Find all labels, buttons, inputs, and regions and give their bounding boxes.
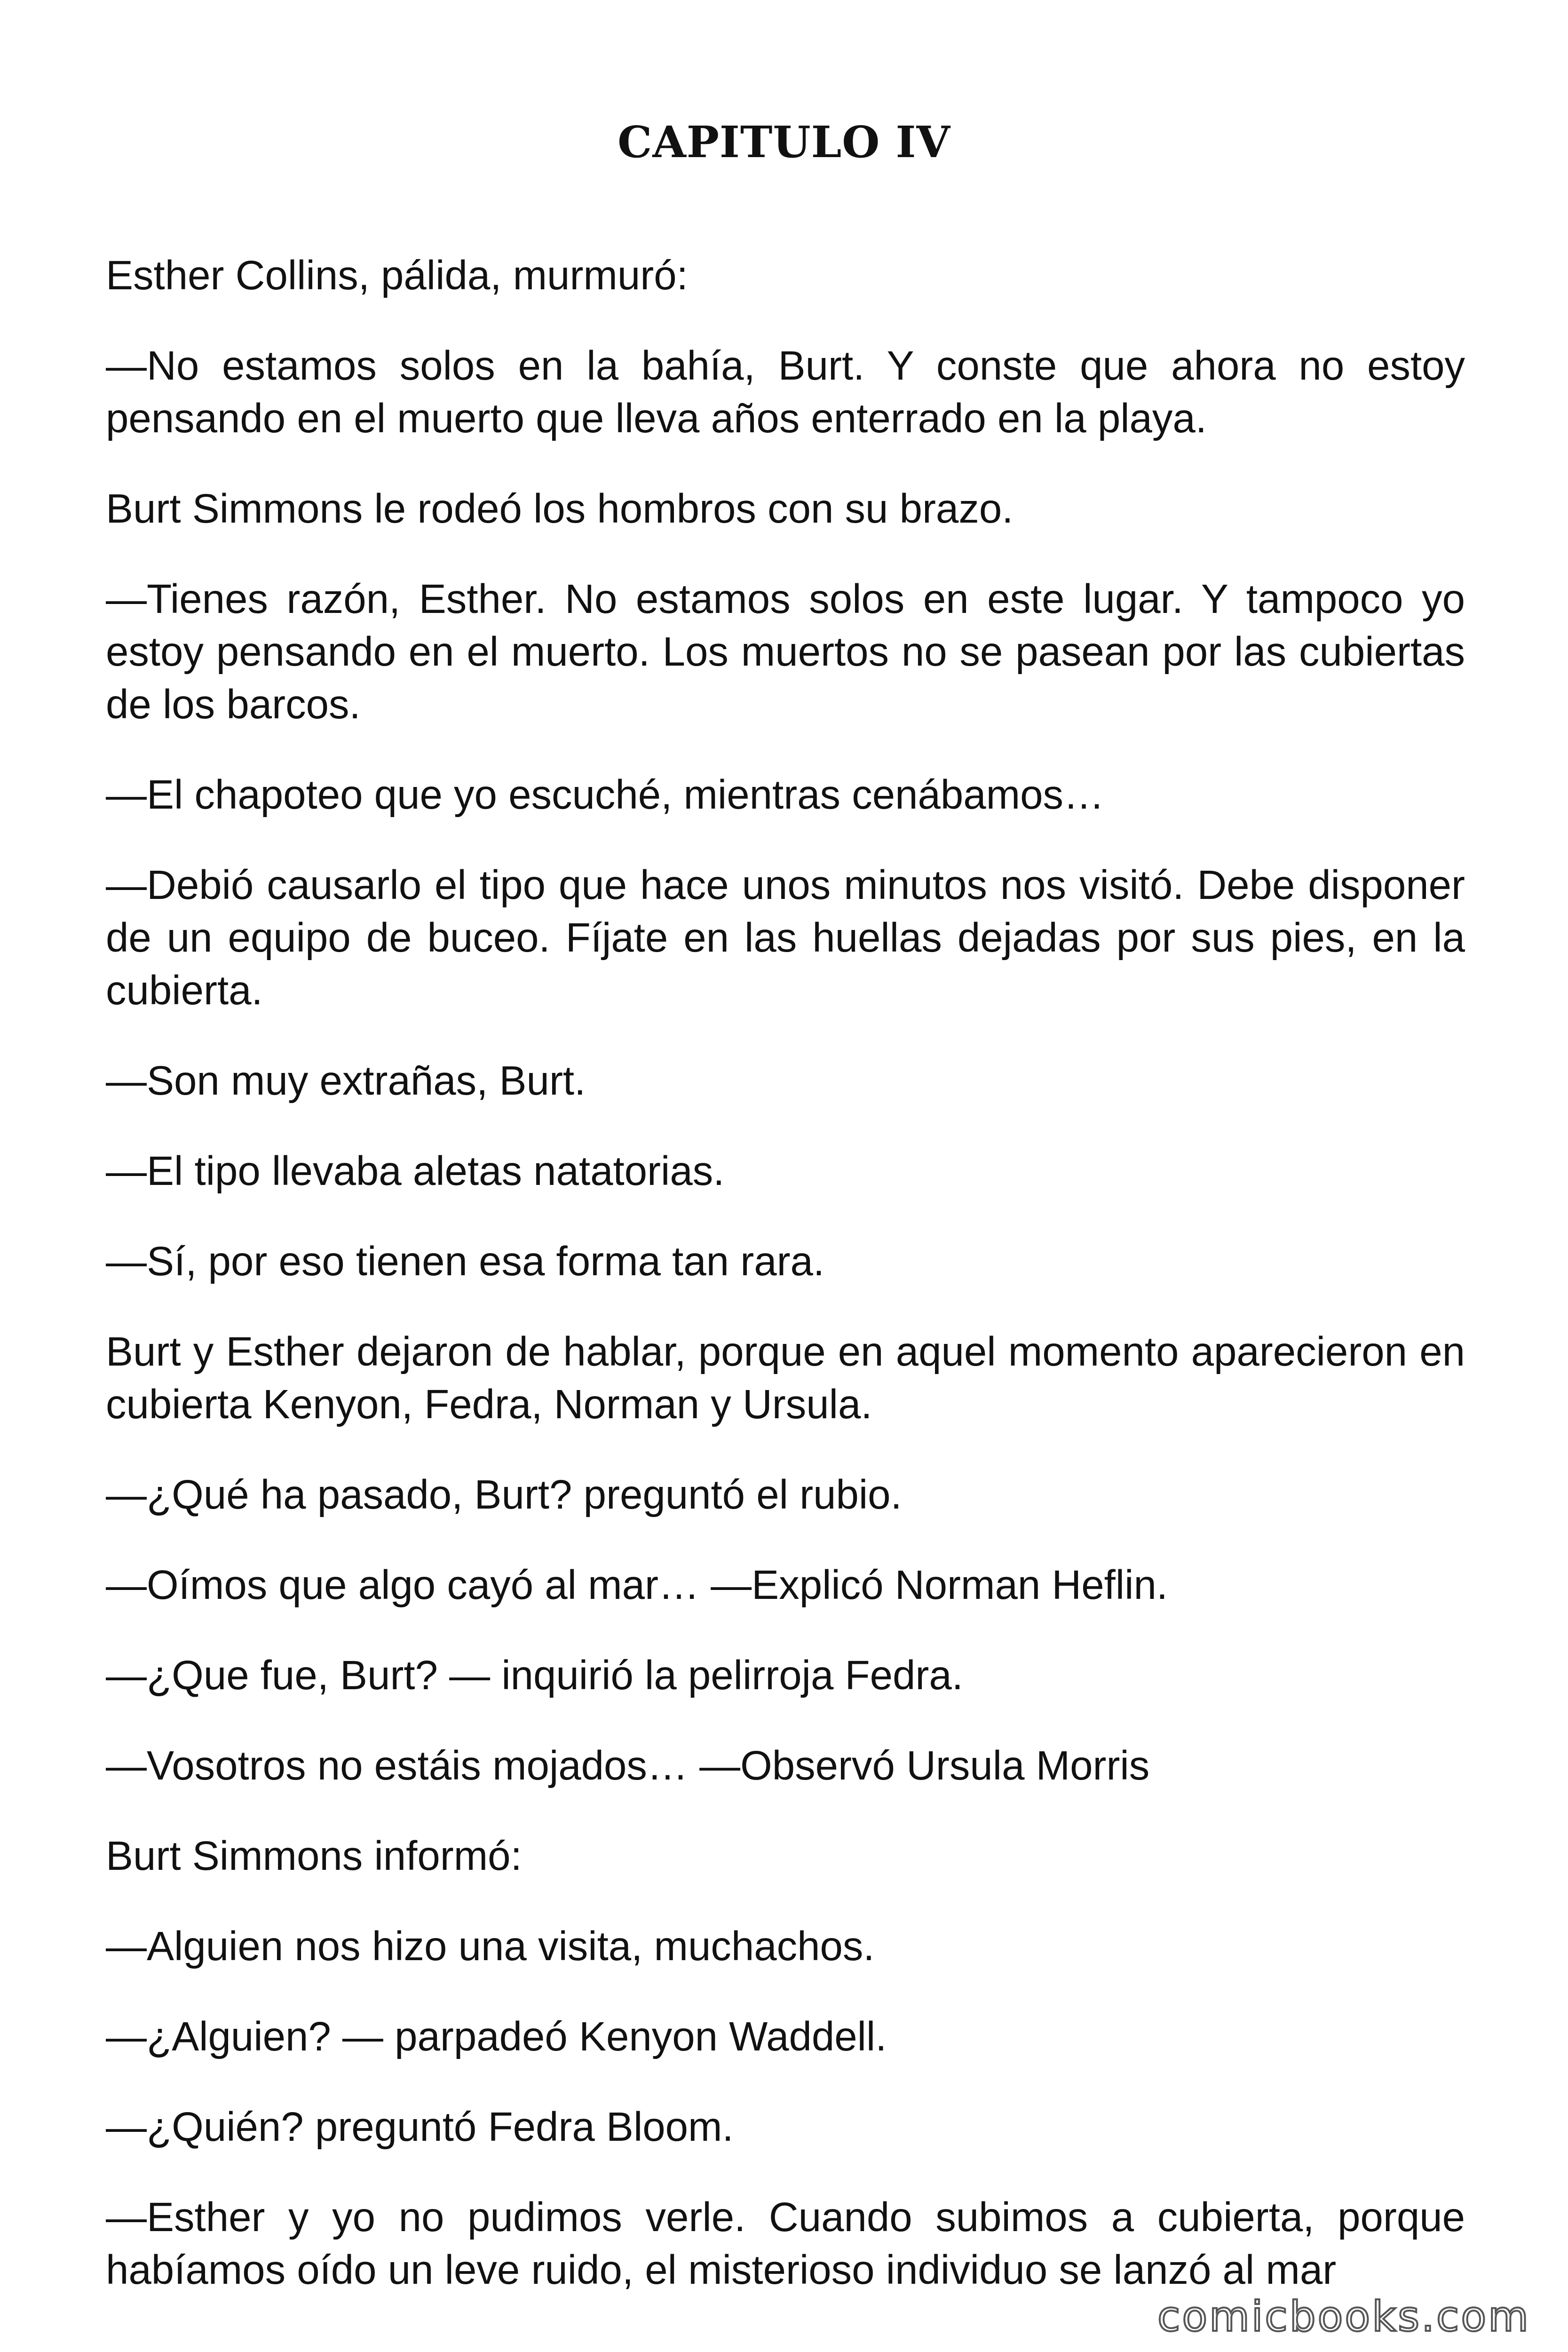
chapter-title: CAPITULO IV xyxy=(618,117,950,167)
paragraph: —Alguien nos hizo una visita, muchachos. xyxy=(106,1923,875,1969)
paragraph: —Oímos que algo cayó al mar… —Explicó Norman Heflin. xyxy=(106,1562,1168,1608)
paragraph: Burt Simmons le rodeó los hombros con su brazo. xyxy=(106,486,1014,532)
paragraph: —El tipo llevaba aletas natatorias. xyxy=(106,1148,725,1194)
paragraph: Burt Simmons informó: xyxy=(106,1833,522,1879)
paragraph: —Debió causarlo el tipo que hace unos minutos nos visitó. Debe disponer de un equipo de buceo. Fíjate en las huellas dejadas por sus pies, en la cubierta. xyxy=(106,862,1465,1013)
paragraph: —¿Qué ha pasado, Burt? preguntó el rubio. xyxy=(106,1472,902,1518)
paragraph: —Esther y yo no pudimos verle. Cuando subimos a cubierta, porque habíamos oído un leve ruido, el misterioso individuo se lanzó al mar xyxy=(106,2194,1465,2293)
watermark: comicbooks.com xyxy=(1157,2292,1530,2341)
paragraph: —¿Alguien? — parpadeó Kenyon Waddell. xyxy=(106,2014,887,2059)
paragraph: —Vosotros no estáis mojados… —Observó Ursula Morris xyxy=(106,1743,1150,1788)
paragraph: —Son muy extrañas, Burt. xyxy=(106,1058,586,1104)
chapter-body xyxy=(106,249,1465,2296)
paragraph: —¿Quién? preguntó Fedra Bloom. xyxy=(106,2104,734,2150)
paragraph: —El chapoteo que yo escuché, mientras cenábamos… xyxy=(106,772,1105,818)
paragraph: Esther Collins, pálida, murmuró: xyxy=(106,253,688,298)
paragraph: —Tienes razón, Esther. No estamos solos en este lugar. Y tampoco yo estoy pensando en el muerto. Los muertos no se pasean por las cubiertas de los barcos. xyxy=(106,576,1465,727)
paragraph: Burt y Esther dejaron de hablar, porque en aquel momento aparecieron en cubierta Kenyon, Fedra, Norman y Ursula. xyxy=(106,1329,1465,1427)
paragraph: —¿Que fue, Burt? — inquirió la pelirroja Fedra. xyxy=(106,1653,963,1698)
paragraph: —No estamos solos en la bahía, Burt. Y conste que ahora no estoy pensando en el muerto que lleva años enterrado en la playa. xyxy=(106,343,1465,441)
paragraph: —Sí, por eso tienen esa forma tan rara. xyxy=(106,1239,825,1284)
